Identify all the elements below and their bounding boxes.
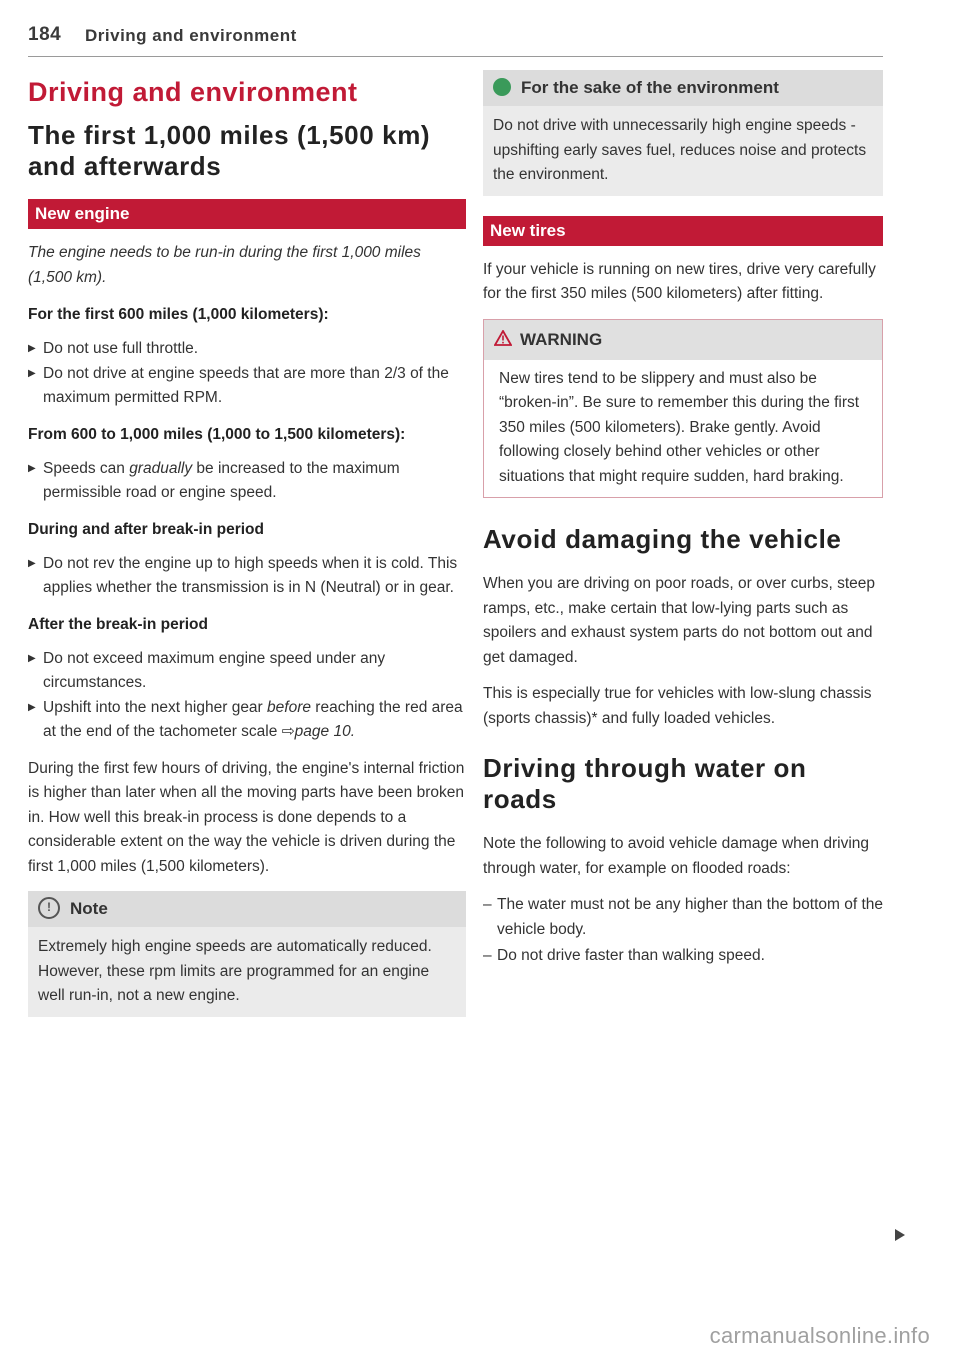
page-header <box>28 22 883 57</box>
water-title: Driving through water on roads <box>483 753 807 814</box>
arrow-bullet-icon: ▶ <box>28 367 36 379</box>
page-reference-link[interactable]: ⇨page 10. <box>281 723 356 740</box>
list-item: ▶ Do not drive at engine speeds that are more than 2/3 of the maximum permitted RPM. <box>28 362 466 411</box>
arrow-bullet-icon: ▶ <box>28 343 36 354</box>
avoid-damage-text-2: This is especially true for vehicles with low-slung chassis (sports chassis)* and fully loaded vehicles. <box>483 685 872 727</box>
after-break-in-list <box>28 647 466 745</box>
environment-box <box>483 70 883 196</box>
break-in-paragraph: During the first few hours of driving, the engine's internal friction is higher than later when all the moving parts have been broken in. How well this break-in process is done depends to a considerable extent on the way the vehicle is driven during the first 1,000 miles (1,500 kilometers). <box>28 759 465 875</box>
note-box <box>28 891 466 1017</box>
water-list <box>483 893 883 969</box>
warning-triangle-icon <box>494 330 512 346</box>
arrow-bullet-icon: ▶ <box>28 652 36 664</box>
water-text: Note the following to avoid vehicle damage when driving through water, for example on flooded roads: <box>483 835 870 877</box>
list-item: ▶ Upshift into the next higher gear before reaching the red area at the end of the tachometer scale ⇨page 10. <box>28 696 466 745</box>
info-icon: ! <box>38 897 60 919</box>
list-item: ▶ Do not rev the engine up to high speeds when it is cold. This applies whether the transmission is in N (Neutral) or in gear. <box>28 552 466 601</box>
new-tires-heading: New tires <box>483 216 883 246</box>
note-header: ! Note <box>28 891 466 927</box>
after-break-in-heading: After the break-in period <box>28 615 208 633</box>
600-to-1000-heading: From 600 to 1,000 miles (1,000 to 1,500 kilometers): <box>28 425 406 443</box>
warning-header: WARNING <box>484 320 882 360</box>
list-item: – The water must not be any higher than the bottom of the vehicle body. <box>483 896 884 938</box>
page-number: 184 <box>28 24 62 45</box>
warning-text: New tires tend to be slippery and must also be “broken-in”. Be sure to remember this during the first 350 miles (500 kilometers). Brake gently. Avoid following closely behind other vehicles or other situations that might require sudden, hard braking. <box>499 369 860 485</box>
environment-header: For the sake of the environment <box>483 70 883 106</box>
list-item: – Do not drive faster than walking speed. <box>483 947 765 964</box>
first-600-heading: For the first 600 miles (1,000 kilometers): <box>28 306 329 323</box>
watermark: carmanualsonline.info <box>709 1323 930 1348</box>
list-item: ▶ Do not use full throttle. <box>28 337 466 362</box>
list-item: ▶ Do not exceed maximum engine speed under any circumstances. <box>28 647 466 696</box>
list-item: ▶ Speeds can gradually be increased to the maximum permissible road or engine speed. <box>28 457 466 506</box>
section-title-break-in: The first 1,000 miles (1,500 km) and afterwards <box>28 120 431 181</box>
arrow-bullet-icon: ▶ <box>28 701 36 713</box>
during-break-in-heading: During and after break-in period <box>28 520 264 538</box>
arrow-bullet-icon: ▶ <box>28 557 36 569</box>
new-engine-heading: New engine <box>28 199 466 229</box>
running-title: Driving and environment <box>85 26 297 45</box>
avoid-damage-text-1: When you are driving on poor roads, or over curbs, steep ramps, etc., make certain that low-lying parts such as spoilers and exhaust system parts do not bottom out and get damaged. <box>483 575 876 666</box>
600-to-1000-list <box>28 457 466 506</box>
new-tires-text: If your vehicle is running on new tires, drive very carefully for the first 350 miles (500 kilometers) after fitting. <box>483 260 876 302</box>
continue-arrow-icon <box>895 1229 905 1241</box>
note-text: Extremely high engine speeds are automatically reduced. However, these rpm limits are programmed for an engine well run-in, not a new engine. <box>38 938 432 1004</box>
intro-text: The engine needs to be run-in during the first 1,000 miles (1,500 km). <box>28 244 421 286</box>
environment-leaf-icon <box>493 78 511 96</box>
arrow-bullet-icon: ▶ <box>28 462 36 474</box>
avoid-damage-title: Avoid damaging the vehicle <box>483 524 842 554</box>
right-column <box>483 70 883 971</box>
first-600-list <box>28 337 466 411</box>
chapter-title: Driving and environment <box>28 77 358 107</box>
during-break-in-list <box>28 552 466 601</box>
left-column <box>28 70 466 1037</box>
warning-box <box>483 319 883 499</box>
environment-text: Do not drive with unnecessarily high engine speeds - upshifting early saves fuel, reduces noise and protects the environment. <box>493 117 867 183</box>
